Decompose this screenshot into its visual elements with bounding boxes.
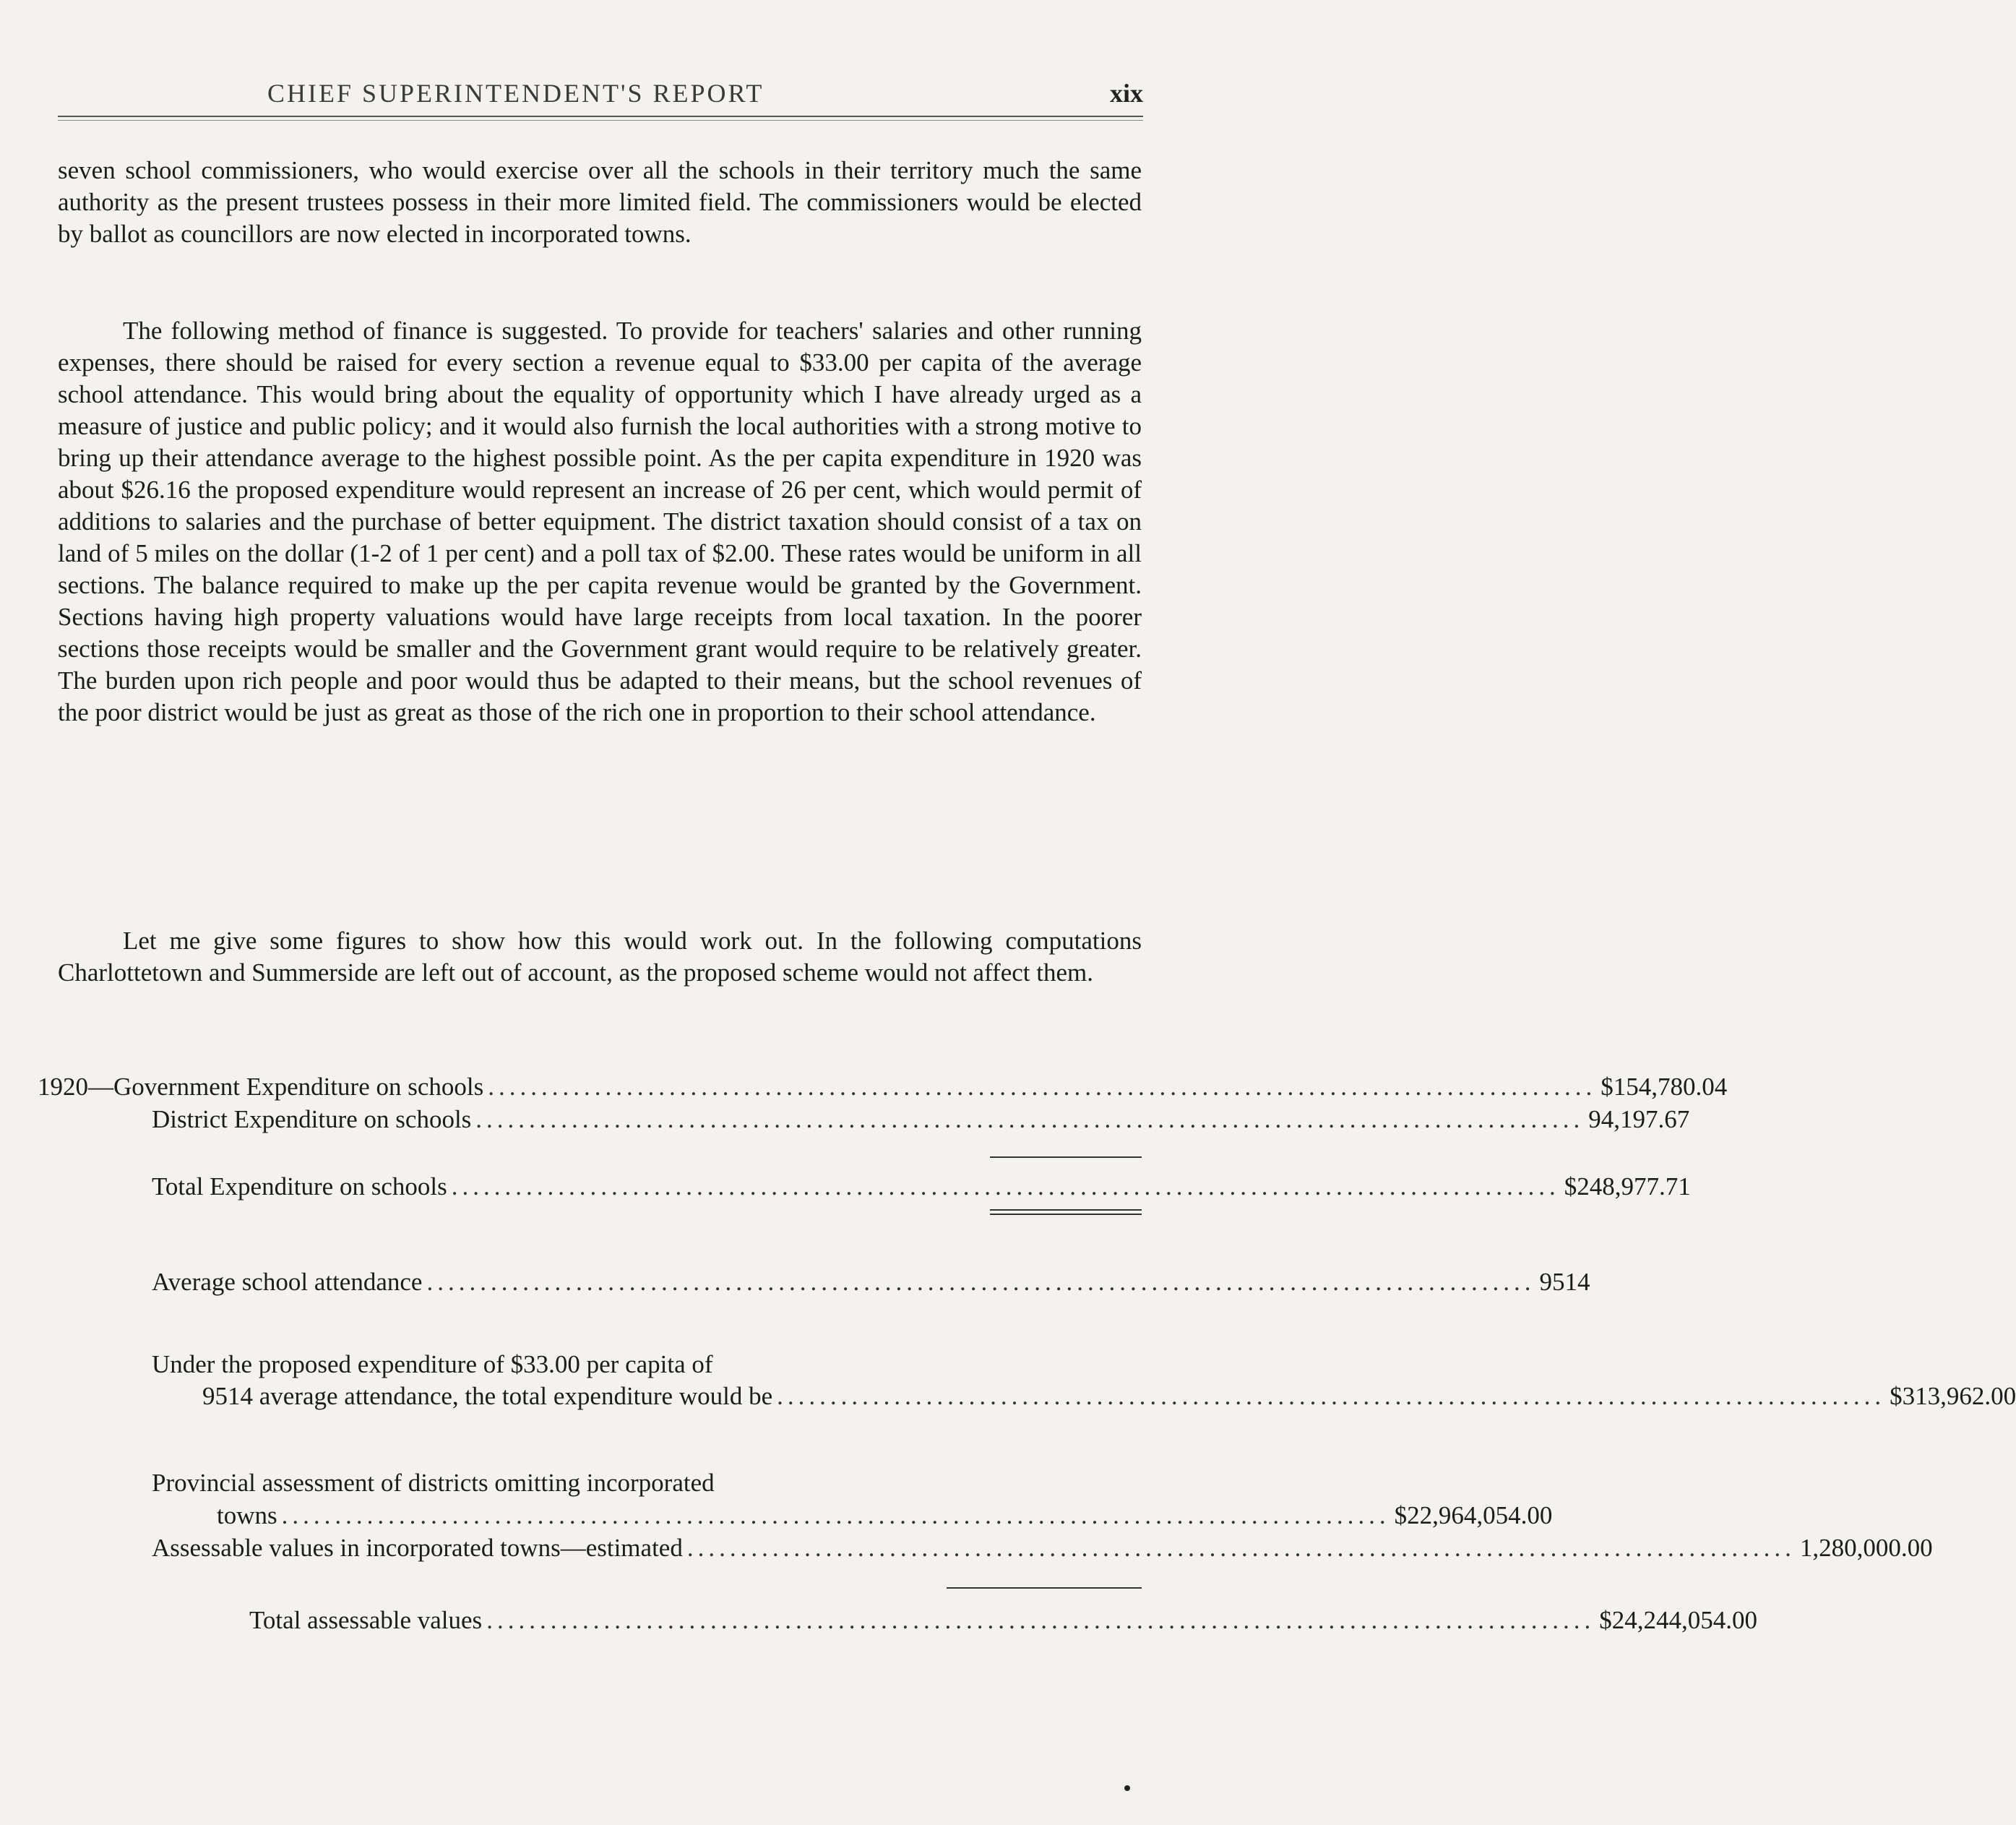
ledger-row-attendance	[152, 1266, 1590, 1298]
running-title: CHIEF SUPERINTENDENT'S REPORT	[267, 79, 764, 108]
page-number: xix	[1109, 79, 1143, 108]
ledger-row-government	[38, 1071, 1728, 1103]
total-assessable-label: Total assessable values	[249, 1606, 483, 1634]
ledger-district-amount: 94,197.67	[1588, 1105, 1690, 1133]
paragraph-finance-method: The following method of finance is suggested. To provide for teachers' salaries and other running expenses, there should be raised for every section a revenue equal to $33.00 per capita of the average school attendance. This would bring about the equality of opportunity which I have already urged as a measure of justice and public policy; and it would also furnish the local authorities with a strong motive to bring up their attendance average to the highest possible point. As the per capita expenditure in 1920 was about $26.16 the proposed expenditure would represent an increase of 26 per cent, which would permit of additions to salaries and the purchase of better equipment. The district taxation should consist of a tax on land of 5 miles on the dollar (1-2 of 1 per cent) and a poll tax of $2.00. These rates would be uniform in all sections. The balance required to make up the per capita revenue would be granted by the Government. Sections having high property valuations would have large receipts from local taxation. In the poorer sections those receipts would be smaller and the Government grant would require to be relatively greater. The burden upon rich people and poor would thus be adapted to their means, but the school revenues of the poor district would be just as great as those of the rich one in proportion to their school attendance.	[58, 317, 1142, 726]
ledger-total-label: Total Expenditure on schools	[152, 1172, 447, 1201]
proposed-text-1: Under the proposed expenditure of $33.00 per capita of	[152, 1350, 713, 1378]
total-underline	[990, 1209, 1142, 1211]
leader-dots: ........................................................................................................	[475, 1105, 1585, 1133]
provincial-amount: $22,964,054.00	[1394, 1501, 1553, 1529]
attendance-value: 9514	[1539, 1268, 1590, 1296]
provincial-line-2	[217, 1500, 1553, 1532]
paragraph-commissioners: seven school commissioners, who would exercise over all the schools in their territory much the same authority as the present trustees possess in their more limited field. The commissioners would be elected by ballot as councillors are now elected in incorporated towns.	[58, 156, 1142, 248]
ledger-year: 1920	[38, 1073, 88, 1101]
assessable-towns-row	[152, 1532, 1933, 1564]
assessable-towns-amount: 1,280,000.00	[1799, 1534, 1933, 1562]
header-rule	[58, 116, 1143, 117]
proposed-line-1	[152, 1349, 713, 1380]
paragraph-figures-intro: Let me give some figures to show how this would work out. In the following computations Charlottetown and Summerside are left out of account, as the proposed scheme would not affect them.	[58, 927, 1142, 987]
proposed-line-2	[202, 1380, 2016, 1412]
header-rule-secondary	[58, 120, 1143, 121]
proposed-amount: $313,962.00	[1890, 1382, 2016, 1410]
total-underline-second	[990, 1214, 1142, 1215]
assessment-rule	[947, 1587, 1142, 1589]
total-assessable-row	[249, 1605, 1757, 1636]
page-header	[58, 78, 1143, 114]
leader-dots: ........................................................................................................	[281, 1501, 1390, 1529]
leader-dots: ........................................................................................................	[451, 1172, 1560, 1201]
ledger-government-label: —Government Expenditure on schools	[88, 1073, 484, 1101]
total-assessable-amount: $24,244,054.00	[1599, 1606, 1757, 1634]
provincial-text-1: Provincial assessment of districts omitting incorporated	[152, 1469, 715, 1497]
provincial-text-2: towns	[217, 1501, 277, 1529]
ledger-district-label: District Expenditure on schools	[152, 1105, 472, 1133]
ledger-row-district	[152, 1104, 1690, 1135]
subtotal-rule	[990, 1156, 1142, 1158]
leader-dots: ........................................................................................................	[777, 1382, 1886, 1410]
ledger-row-total	[152, 1171, 1691, 1203]
leader-dots: ........................................................................................................	[686, 1534, 1796, 1562]
page-speck	[1124, 1785, 1130, 1791]
leader-dots: ........................................................................................................	[486, 1606, 1595, 1634]
leader-dots: ........................................................................................................	[426, 1268, 1535, 1296]
ledger-total-amount: $248,977.71	[1564, 1172, 1691, 1201]
proposed-text-2: 9514 average attendance, the total expenditure would be	[202, 1382, 773, 1410]
assessable-towns-label: Assessable values in incorporated towns—estimated	[152, 1534, 683, 1562]
leader-dots: ........................................................................................................	[488, 1073, 1597, 1101]
ledger-government-amount: $154,780.04	[1601, 1073, 1728, 1101]
provincial-line-1	[152, 1467, 715, 1499]
attendance-label: Average school attendance	[152, 1268, 423, 1296]
